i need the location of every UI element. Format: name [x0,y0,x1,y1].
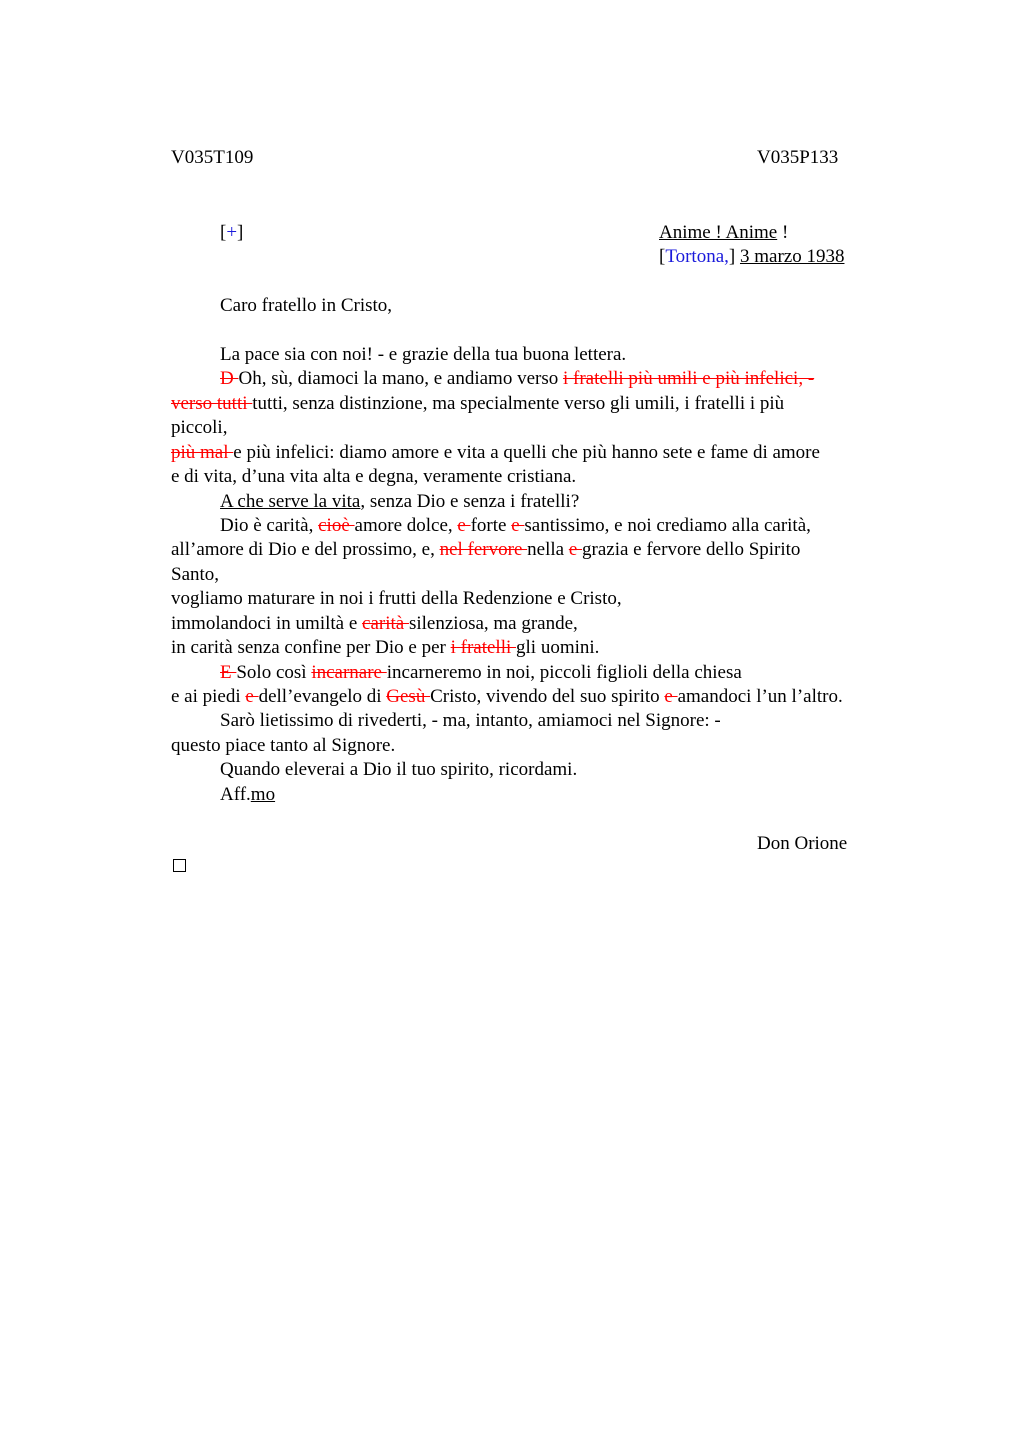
body-text: immolandoci in umiltà e [171,613,363,634]
body-line-16: Sarò lietissimo di rivederti, - ma, intanto, amiamoci nel Signore: - [220,710,721,731]
body-text: amore dolce, [354,515,458,536]
cross-symbol: + [226,222,238,243]
body-text: e più infelici: diamo amore e vita a quelli che più hanno sete e fame di amore [233,442,820,463]
underlined-text: A che serve la vita [220,491,361,512]
body-line-2 [220,367,814,391]
body-text: , senza Dio e senza i fratelli? [360,491,580,512]
body-text: gli uomini. [516,637,600,658]
cross-bracket-open: [ [220,222,227,243]
motto-exclamation: ! [777,222,789,243]
body-text: tutti, senza distinzione, ma specialmente verso gli umili, i fratelli i più [252,393,785,414]
document-code-right: V035P133 [757,147,839,168]
body-line-4: piccoli, [171,417,228,438]
body-line-13 [171,636,599,660]
body-line-14 [220,661,742,685]
deleted-text: verso tutti [171,393,253,414]
body-line-10: Santo, [171,564,220,585]
deleted-text: nel fervore [439,539,528,560]
place-date [659,245,844,269]
body-text: Dio è carità, [220,515,319,536]
body-text: Cristo, vivendo del suo spirito [430,686,665,707]
deleted-text: carità [362,613,409,634]
cross-mark [220,221,243,245]
deleted-text: cioè [318,515,355,536]
body-line-3 [171,392,784,416]
body-text: Solo così [236,662,312,683]
body-text: e ai piedi [171,686,246,707]
motto [659,221,788,245]
cross-bracket-close: ] [237,222,244,243]
end-marker-square [173,859,186,872]
body-line-17: questo piace tanto al Signore. [171,735,396,756]
salutation: Caro fratello in Cristo, [220,295,393,316]
deleted-text: Gesù [386,686,431,707]
deleted-text: D [220,368,239,389]
body-line-1: La pace sia con noi! - e grazie della tua buona lettera. [220,344,627,365]
body-line-15 [171,685,843,709]
body-line-18: Quando eleverai a Dio il tuo spirito, ricordami. [220,759,578,780]
body-line-5 [171,441,820,465]
deleted-text: e [664,686,678,707]
deleted-text: i fratelli [450,637,517,658]
closing-abbrev: Aff. [220,784,251,805]
signature: Don Orione [757,833,848,854]
deleted-text: incarnare [311,662,387,683]
document-code-left: V035T109 [171,147,254,168]
closing-superscript: mo [250,784,276,805]
deleted-text: e [568,539,583,560]
body-line-8 [220,514,811,538]
body-line-12 [171,612,578,636]
body-line-7 [220,490,579,514]
body-line-9 [171,538,800,562]
body-text: silenziosa, ma grande, [408,613,578,634]
body-text: amandoci l’un l’altro. [677,686,843,707]
body-text: nella [527,539,569,560]
place-bracket-open: [ [659,246,666,267]
deleted-text: e [245,686,259,707]
body-text: forte [470,515,512,536]
motto-underlined: Anime ! Anime [659,222,778,243]
body-text: all’amore di Dio e del prossimo, e, [171,539,440,560]
body-text: in carità senza confine per Dio e per [171,637,451,658]
body-text: santissimo, e noi crediamo alla carità, [524,515,811,536]
deleted-text: e [511,515,525,536]
deleted-text: più mal [171,442,234,463]
body-text: incarneremo in noi, piccoli figlioli della chiesa [386,662,742,683]
closing [220,783,275,807]
body-line-6: e di vita, d’una vita alta e degna, veramente cristiana. [171,466,577,487]
deleted-text: i fratelli più umili e più infelici, - [563,368,815,389]
deleted-text: e [457,515,471,536]
place-bracket-close: ] [728,246,740,267]
body-text: Oh, sù, diamoci la mano, e andiamo verso [238,368,563,389]
deleted-text: E [220,662,237,683]
body-text: grazia e fervore dello Spirito [582,539,801,560]
letter-date: 3 marzo 1938 [739,246,845,267]
place-name: Tortona, [665,246,729,267]
body-line-11: vogliamo maturare in noi i frutti della Redenzione e Cristo, [171,588,622,609]
body-text: dell’evangelo di [258,686,387,707]
